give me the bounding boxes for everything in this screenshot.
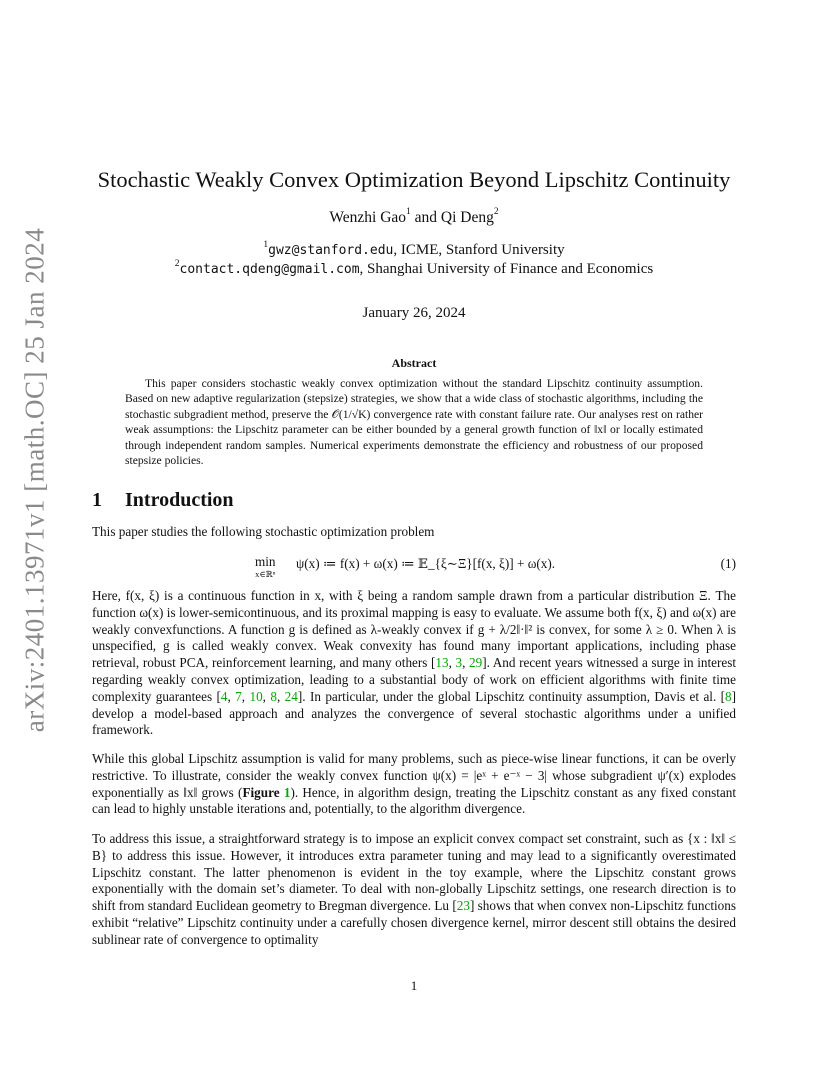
citation-link[interactable]: 8 bbox=[270, 688, 277, 704]
abstract-text: This paper considers stochastic weakly convex optimization without the standard Lipschitz continuity assumption. Based on new adaptive regularization (stepsize) strategies, we show that a wide class of stochastic algorithms, including the stochastic subgradient method, preserve the 𝒪(1/√K) convergence rate with constant failure rate. Our analyses rest on rather weak assumptions: the Lipschitz parameter can be either bounded by a general growth function of ‖x‖ or locally estimated through independent random samples. Numerical experiments demonstrate the efficiency and robustness of our proposed stepsize policies. bbox=[125, 377, 703, 468]
author-line bbox=[60, 209, 768, 227]
body-paragraph: This paper studies the following stochastic optimization problem bbox=[92, 524, 435, 539]
display-equation bbox=[92, 554, 736, 582]
citation-link[interactable]: 29 bbox=[469, 655, 483, 671]
citation-link[interactable]: 24 bbox=[284, 688, 298, 704]
section-title: Introduction bbox=[125, 489, 234, 511]
citation-link[interactable]: 3 bbox=[455, 655, 463, 671]
affiliation-mark: 2 bbox=[174, 259, 180, 269]
citation-link[interactable]: 8 bbox=[725, 688, 732, 704]
citation-link[interactable]: 23 bbox=[456, 898, 470, 914]
equation-subscript: x∈ℝⁿ bbox=[255, 569, 276, 579]
affiliation-line bbox=[60, 261, 768, 278]
publication-date: January 26, 2024 bbox=[362, 305, 466, 321]
body-paragraph: While this global Lipschitz assumption is valid for many problems, such as piece-wise linear functions, it can be overly restrictive. To illustrate, consider the weakly convex function ψ(x) = |eˣ + e⁻ˣ − 3| whose subgradient ψ′(x) explodes exponentially as ‖x‖ grows (Figure 1). Hence, in algorithm design, treating the Lipschitz constant as any fixed constant can lead to highly unstable iterations and, potentially, to the algorithm divergence. bbox=[92, 751, 737, 817]
arxiv-identifier: arXiv:2401.13971v1 [math.OC] 25 Jan 2024 bbox=[19, 227, 50, 733]
affiliation-mark: 1 bbox=[263, 240, 269, 250]
body-paragraph: Here, f(x, ξ) is a continuous function in x, with ξ being a random sample drawn from a particular distribution Ξ. The function ω(x) is lower-semicontinuous, and its proximal mapping is easy to evaluate. We assume both f(x, ξ) and ω(x) are weakly convexfunctions. A function g is defined as λ-weakly convex if g + λ/2‖·‖² is convex, for some λ ≥ 0. When λ is unspecified, g is called weakly convex. Weak convexity has found many important applications, including phase retrieval, robust PCA, reinforcement learning, and many others [13, 3, 29]. And recent years witnessed a surge in interest regarding weakly convex optimization, leading to a substantial body of work on efficient algorithms with finite time complexity guarantees [4, 7, 10, 8, 24]. In particular, under the global Lipschitz continuity assumption, Davis et al. [8] develop a model-based approach and analyzes the convergence of several stochastic algorithms under a unified framework. bbox=[92, 588, 737, 738]
section-number: 1 bbox=[92, 489, 102, 511]
equation-operator: min x∈ℝⁿ bbox=[255, 554, 276, 579]
body-paragraph: To address this issue, a straightforward strategy is to impose an explicit convex compact set constraint, such as {x : ‖x‖ ≤ B} to address this issue. However, it introduces extra parameter tuning and may lead to a significantly overestimated Lipschitz constant. The latter phenomenon is evident in the toy example, where the Lipschitz constant grows exponentially with the domain set’s diameter. To deal with non-globally Lipschitz settings, one research direction is to shift from standard Euclidean geometry to Bregman divergence. Lu [23] shows that when convex non-Lipschitz functions exhibit “relative” Lipschitz continuity under a carefully chosen divergence kernel, mirror descent still obtains the desired sublinear rate of convergence to optimality bbox=[92, 831, 736, 947]
citation-link[interactable]: 13 bbox=[435, 655, 449, 671]
citation-link[interactable]: 10 bbox=[249, 688, 263, 704]
page-number: 1 bbox=[410, 978, 418, 993]
paper-title: Stochastic Weakly Convex Optimization Beyond Lipschitz Continuity bbox=[97, 167, 731, 192]
author-email[interactable]: contact.qdeng@gmail.com bbox=[179, 262, 360, 277]
affiliation-text: , Shanghai University of Finance and Economics bbox=[359, 261, 654, 277]
citation-link[interactable]: 4 bbox=[220, 688, 228, 704]
author-conjunction: and bbox=[414, 209, 438, 226]
affiliation-mark: 1 bbox=[406, 207, 411, 217]
equation-body: ψ(x) ≔ f(x) + ω(x) ≔ 𝔼_{ξ∼Ξ}[f(x, ξ)] + ω(x). bbox=[296, 556, 556, 571]
arxiv-sidebar bbox=[12, 227, 58, 733]
figure-link[interactable]: Figure 1 bbox=[242, 784, 291, 800]
equation-number: (1) bbox=[720, 556, 736, 571]
author-name: Wenzhi Gao bbox=[329, 209, 407, 226]
abstract-heading: Abstract bbox=[391, 356, 437, 370]
affiliation-mark: 2 bbox=[493, 207, 499, 217]
citation-link[interactable]: 7 bbox=[235, 688, 242, 704]
section-heading bbox=[92, 489, 234, 512]
author-email[interactable]: gwz@stanford.edu bbox=[268, 243, 394, 258]
affiliation-line bbox=[60, 242, 768, 259]
affiliation-text: , ICME, Stanford University bbox=[393, 242, 565, 258]
author-name: Qi Deng bbox=[440, 209, 494, 226]
